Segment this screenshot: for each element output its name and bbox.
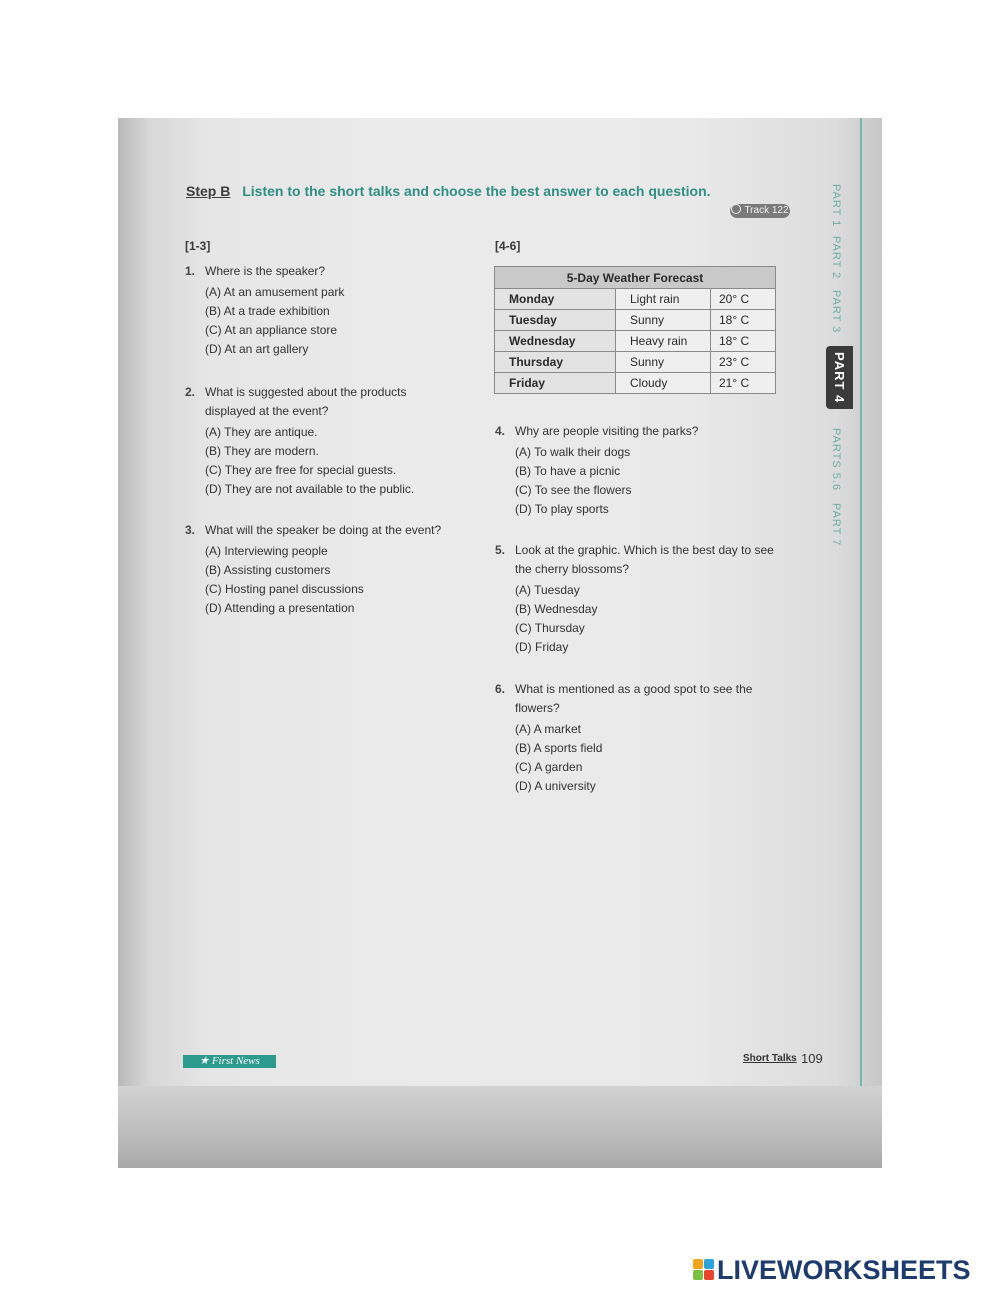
- question-number: 3.: [185, 523, 196, 537]
- section-title: Short Talks: [743, 1053, 797, 1064]
- day-cell: Tuesday: [495, 310, 616, 331]
- book-page: [118, 118, 882, 1168]
- option-c[interactable]: (C) They are free for special guests.: [205, 463, 397, 477]
- question-2: [185, 383, 445, 499]
- option-a[interactable]: (A) Tuesday: [515, 583, 580, 597]
- option-c[interactable]: (C) Thursday: [515, 621, 585, 635]
- table-title: 5-Day Weather Forecast: [495, 267, 776, 289]
- track-badge: [730, 204, 790, 218]
- question-1: [185, 262, 465, 359]
- option-b[interactable]: (B) Wednesday: [515, 602, 598, 616]
- option-d[interactable]: (D) To play sports: [515, 502, 609, 516]
- tab-part-7: PART 7: [830, 503, 842, 547]
- publisher-logo: [183, 1055, 276, 1068]
- table-row: [495, 331, 776, 352]
- option-list: [205, 542, 485, 618]
- table-row: [495, 289, 776, 310]
- track-label: Track: [744, 205, 770, 216]
- temp-cell: 18° C: [711, 331, 776, 352]
- option-list: [205, 283, 465, 359]
- liveworksheets-logo: [693, 1255, 971, 1286]
- liveworksheets-wordmark: LIVEWORKSHEETS: [717, 1255, 971, 1285]
- weather-forecast-table: [494, 266, 776, 394]
- option-c[interactable]: (C) At an appliance store: [205, 323, 338, 337]
- day-cell: Monday: [495, 289, 616, 310]
- question-number: 4.: [495, 424, 506, 438]
- step-label: Step B: [186, 183, 231, 199]
- question-text: Where is the speaker?: [205, 264, 326, 278]
- option-b[interactable]: (B) They are modern.: [205, 444, 319, 458]
- star-icon: ★: [199, 1055, 210, 1067]
- range-left: [1-3]: [185, 239, 211, 253]
- liveworksheets-icon: [693, 1259, 715, 1281]
- option-d[interactable]: (D) A university: [515, 779, 596, 793]
- option-a[interactable]: (A) Interviewing people: [205, 544, 328, 558]
- option-a[interactable]: (A) At an amusement park: [205, 285, 345, 299]
- question-number: 2.: [185, 385, 196, 399]
- question-3: [185, 521, 485, 618]
- question-text: What is suggested about the products displayed at the event?: [205, 385, 407, 418]
- temp-cell: 21° C: [711, 373, 776, 394]
- option-b[interactable]: (B) A sports field: [515, 741, 603, 755]
- tab-parts-5-6: PARTS 5.6: [830, 428, 842, 492]
- option-d[interactable]: (D) They are not available to the public.: [205, 482, 415, 496]
- table-row: [495, 352, 776, 373]
- question-text: What will the speaker be doing at the event?: [205, 523, 442, 537]
- tab-part-1: PART 1: [830, 184, 842, 228]
- day-cell: Wednesday: [495, 331, 616, 352]
- play-icon: [731, 204, 741, 214]
- option-d[interactable]: (D) Attending a presentation: [205, 601, 355, 615]
- option-a[interactable]: (A) They are antique.: [205, 425, 318, 439]
- question-5: [495, 541, 780, 657]
- question-4: [495, 422, 775, 519]
- condition-cell: Light rain: [616, 289, 711, 310]
- option-b[interactable]: (B) At a trade exhibition: [205, 304, 330, 318]
- page-number: 109: [801, 1051, 823, 1066]
- tab-part-3: PART 3: [830, 290, 842, 334]
- option-list: [515, 443, 775, 519]
- option-c[interactable]: (C) To see the flowers: [515, 483, 632, 497]
- question-number: 6.: [495, 682, 506, 696]
- question-6: [495, 680, 780, 796]
- temp-cell: 20° C: [711, 289, 776, 310]
- condition-cell: Cloudy: [616, 373, 711, 394]
- tab-part-4: PART 4: [826, 346, 853, 409]
- option-list: [205, 423, 445, 499]
- day-cell: Friday: [495, 373, 616, 394]
- condition-cell: Sunny: [616, 352, 711, 373]
- option-a[interactable]: (A) A market: [515, 722, 582, 736]
- option-d[interactable]: (D) At an art gallery: [205, 342, 309, 356]
- table-row: [495, 373, 776, 394]
- temp-cell: 23° C: [711, 352, 776, 373]
- temp-cell: 18° C: [711, 310, 776, 331]
- table-header-row: [495, 267, 776, 289]
- option-list: [515, 581, 780, 657]
- question-text: Why are people visiting the parks?: [515, 424, 699, 438]
- condition-cell: Sunny: [616, 310, 711, 331]
- option-a[interactable]: (A) To walk their dogs: [515, 445, 631, 459]
- step-header: [186, 183, 711, 199]
- publisher-name: First News: [211, 1055, 260, 1067]
- page-bottom-shadow: [118, 1086, 882, 1168]
- track-number: 122: [771, 205, 789, 216]
- tab-part-2: PART 2: [830, 236, 842, 280]
- question-text: Look at the graphic. Which is the best day to see the cherry blossoms?: [515, 543, 774, 576]
- option-c[interactable]: (C) Hosting panel discussions: [205, 582, 364, 596]
- range-right: [4-6]: [495, 239, 521, 253]
- option-c[interactable]: (C) A garden: [515, 760, 583, 774]
- option-b[interactable]: (B) Assisting customers: [205, 563, 331, 577]
- question-text: What is mentioned as a good spot to see the flowers?: [515, 682, 753, 715]
- step-instruction: Listen to the short talks and choose the best answer to each question.: [242, 183, 711, 199]
- day-cell: Thursday: [495, 352, 616, 373]
- question-number: 1.: [185, 264, 196, 278]
- page-edge-rule: [860, 118, 862, 1086]
- option-b[interactable]: (B) To have a picnic: [515, 464, 621, 478]
- option-d[interactable]: (D) Friday: [515, 640, 569, 654]
- question-number: 5.: [495, 543, 506, 557]
- option-list: [515, 720, 780, 796]
- condition-cell: Heavy rain: [616, 331, 711, 352]
- table-row: [495, 310, 776, 331]
